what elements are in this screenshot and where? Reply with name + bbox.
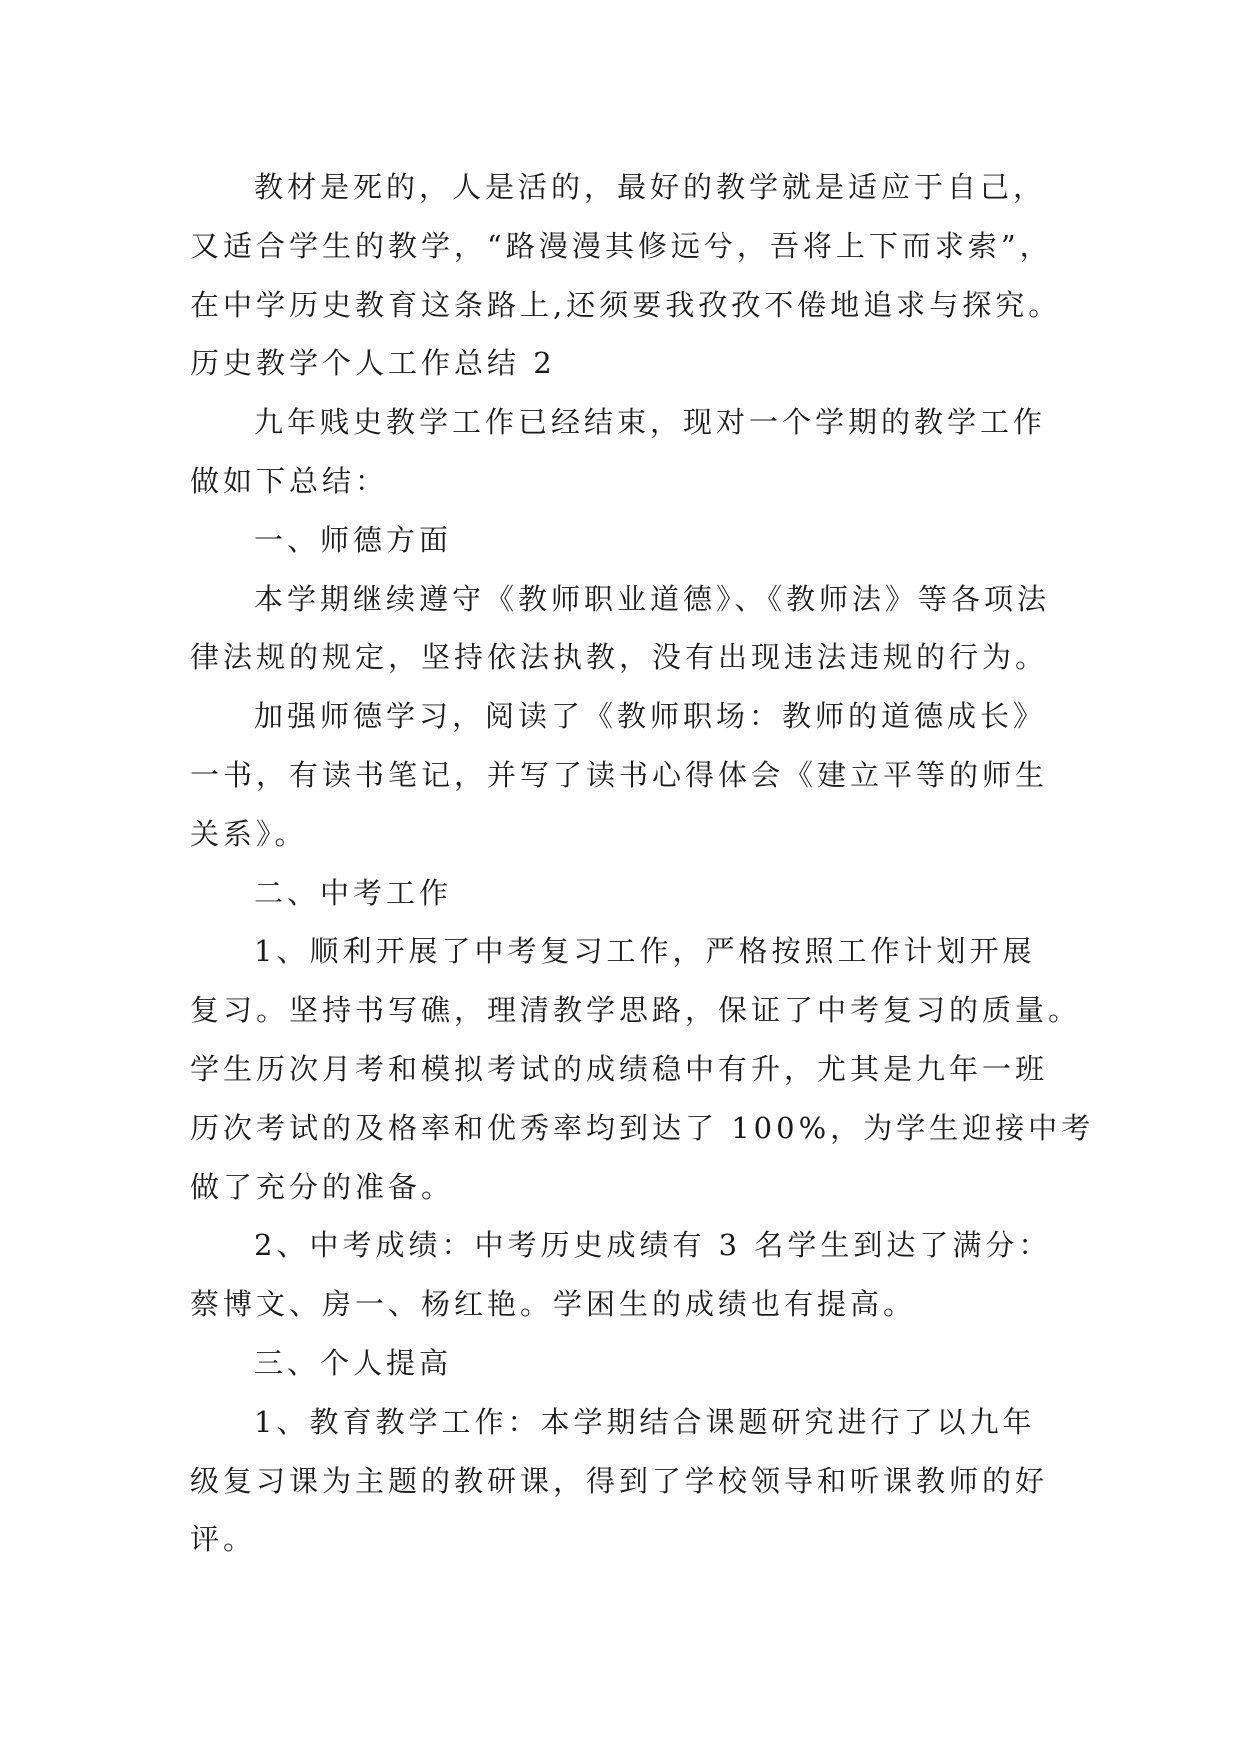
text-line: 复习。坚持书写礁，理清教学思路，保证了中考复习的质量。 <box>190 993 1082 1028</box>
text-line: 九年贱史教学工作已经结束，现对一个学期的教学工作 <box>254 405 1047 440</box>
text-line: 蔡博文、房一、杨红艳。学困生的成绩也有提高。 <box>190 1287 917 1322</box>
text-line: 教材是死的，人是活的，最好的教学就是适应于自己， <box>254 170 1047 204</box>
text-line: 2、中考成绩：中考历史成绩有 3 名学生到达了满分： <box>254 1228 1052 1263</box>
text-line: 学生历次月考和模拟考试的成绩稳中有升，尤其是九年一班 <box>190 1051 1049 1086</box>
text-line: 本学期继续遵守《教师职业道德》、《教师法》等各项法 <box>254 581 1051 616</box>
text-line: 1、顺利开展了中考复习工作，严格按照工作计划开展 <box>254 934 1036 969</box>
text-line: 评。 <box>190 1522 257 1557</box>
text-line: 历次考试的及格率和优秀率均到达了 100%，为学生迎接中考 <box>190 1110 1095 1145</box>
text-line: 加强师德学习，阅读了《教师职场：教师的道德成长》 <box>254 699 1047 734</box>
subsection-heading: 三、个人提高 <box>254 1345 453 1380</box>
subsection-heading: 一、师德方面 <box>254 522 453 557</box>
text-line: 做如下总结： <box>190 463 389 498</box>
text-line: 级复习课为主题的教研课，得到了学校领导和听课教师的好 <box>190 1463 1049 1498</box>
subsection-heading: 二、中考工作 <box>254 875 453 910</box>
text-line: 做了充分的准备。 <box>190 1169 455 1204</box>
text-line: 在中学历史教育这条路上,还须要我孜孜不倦地追求与探究。 <box>190 287 1062 322</box>
text-line: 律法规的规定，坚持依法执教，没有出现违法违规的行为。 <box>190 640 1049 675</box>
document-body <box>190 158 1095 1569</box>
section-heading: 历史教学个人工作总结 2 <box>190 346 556 381</box>
text-line: 关系》。 <box>190 816 308 851</box>
text-line: 一书，有读书笔记，并写了读书心得体会《建立平等的师生 <box>190 757 1049 792</box>
text-line: 1、教育教学工作：本学期结合课题研究进行了以九年 <box>254 1404 1036 1439</box>
text-line: 又适合学生的教学，“路漫漫其修远兮，吾将上下而求索”， <box>190 228 1053 263</box>
